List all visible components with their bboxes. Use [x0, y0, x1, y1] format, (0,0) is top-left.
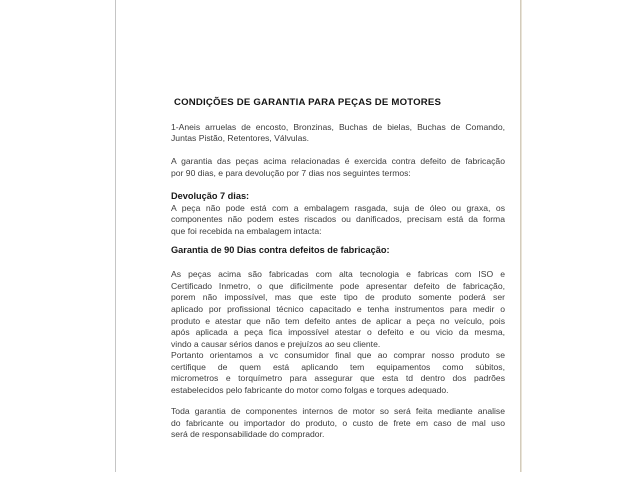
text-line: Juntas Pistão, Retentores, Válvulas. — [171, 133, 310, 144]
text-line: certifique de quem está aplicando tem equipamentos como súbitos, — [171, 361, 505, 372]
text-line: após aplicada a peça fica impossível atestar o defeito e ou vicio da mesma, — [171, 327, 505, 338]
text-line: Certificado Inmetro, o que dificilmente pode apresentar defeito de fabricação, — [171, 280, 505, 291]
text-line: componentes não podem estes riscados ou danificados, precisam está da forma — [171, 214, 505, 225]
page-left-border — [115, 0, 116, 472]
text-line: do fabricante ou importador do produto, o custo de frete em caso de mal uso — [171, 417, 505, 428]
garantia-paragraph-2 — [171, 350, 505, 396]
text-line: Portanto orientamos a vc consumidor final que ao comprar nosso produto se — [171, 350, 505, 361]
text-line: por 90 dias, e para devolução por 7 dias nos seguintes termos: — [171, 167, 411, 178]
document-title: CONDIÇÕES DE GARANTIA PARA PEÇAS DE MOTORES — [174, 97, 442, 108]
text-line: produto e atestar que não tem defeito antes de aplicar a peça no veículo, pois — [171, 315, 505, 326]
garantia-paragraph-1 — [171, 269, 505, 350]
text-line: vindo a causar sérios danos e prejuízos ao seu cliente. — [171, 338, 381, 349]
text-line: Toda garantia de componentes internos de motor so será feita mediante analise — [171, 406, 505, 417]
parts-list-paragraph — [171, 122, 505, 145]
text-line: estabelecidos pelo fabricante do motor como folgas e torques adequado. — [171, 385, 449, 396]
intro-paragraph — [171, 156, 505, 179]
text-line: As peças acima são fabricadas com alta tecnologia e fabricas com ISO e — [171, 269, 505, 280]
text-line: A garantia das peças acima relacionadas é exercida contra defeito de fabricação — [171, 156, 505, 167]
page-right-border — [520, 0, 522, 472]
text-line: A peça não pode está com a embalagem rasgada, suja de óleo ou graxa, os — [171, 202, 505, 213]
text-line: 1-Aneis arruelas de encosto, Bronzinas, Buchas de bielas, Buchas de Comando, — [171, 121, 505, 132]
text-line: porem não impossível, mas que este tipo de produto somente poderá ser — [171, 292, 505, 303]
text-line: será de responsabilidade do comprador. — [171, 429, 325, 440]
garantia-heading: Garantia de 90 Dias contra defeitos de fabricação: — [171, 244, 390, 255]
devolucao-heading: Devolução 7 dias: — [171, 191, 250, 202]
warranty-document — [171, 97, 505, 453]
analise-paragraph — [171, 406, 505, 441]
text-line: que foi recebida na embalagem intacta: — [171, 225, 322, 236]
text-line: aplicado por profissional técnico capacitado e tenha instrumentos para medir o — [171, 303, 505, 314]
text-line: micrometros e torquímetro para assegurar que esta td dentro dos padrões — [171, 373, 505, 384]
devolucao-paragraph — [171, 203, 505, 238]
